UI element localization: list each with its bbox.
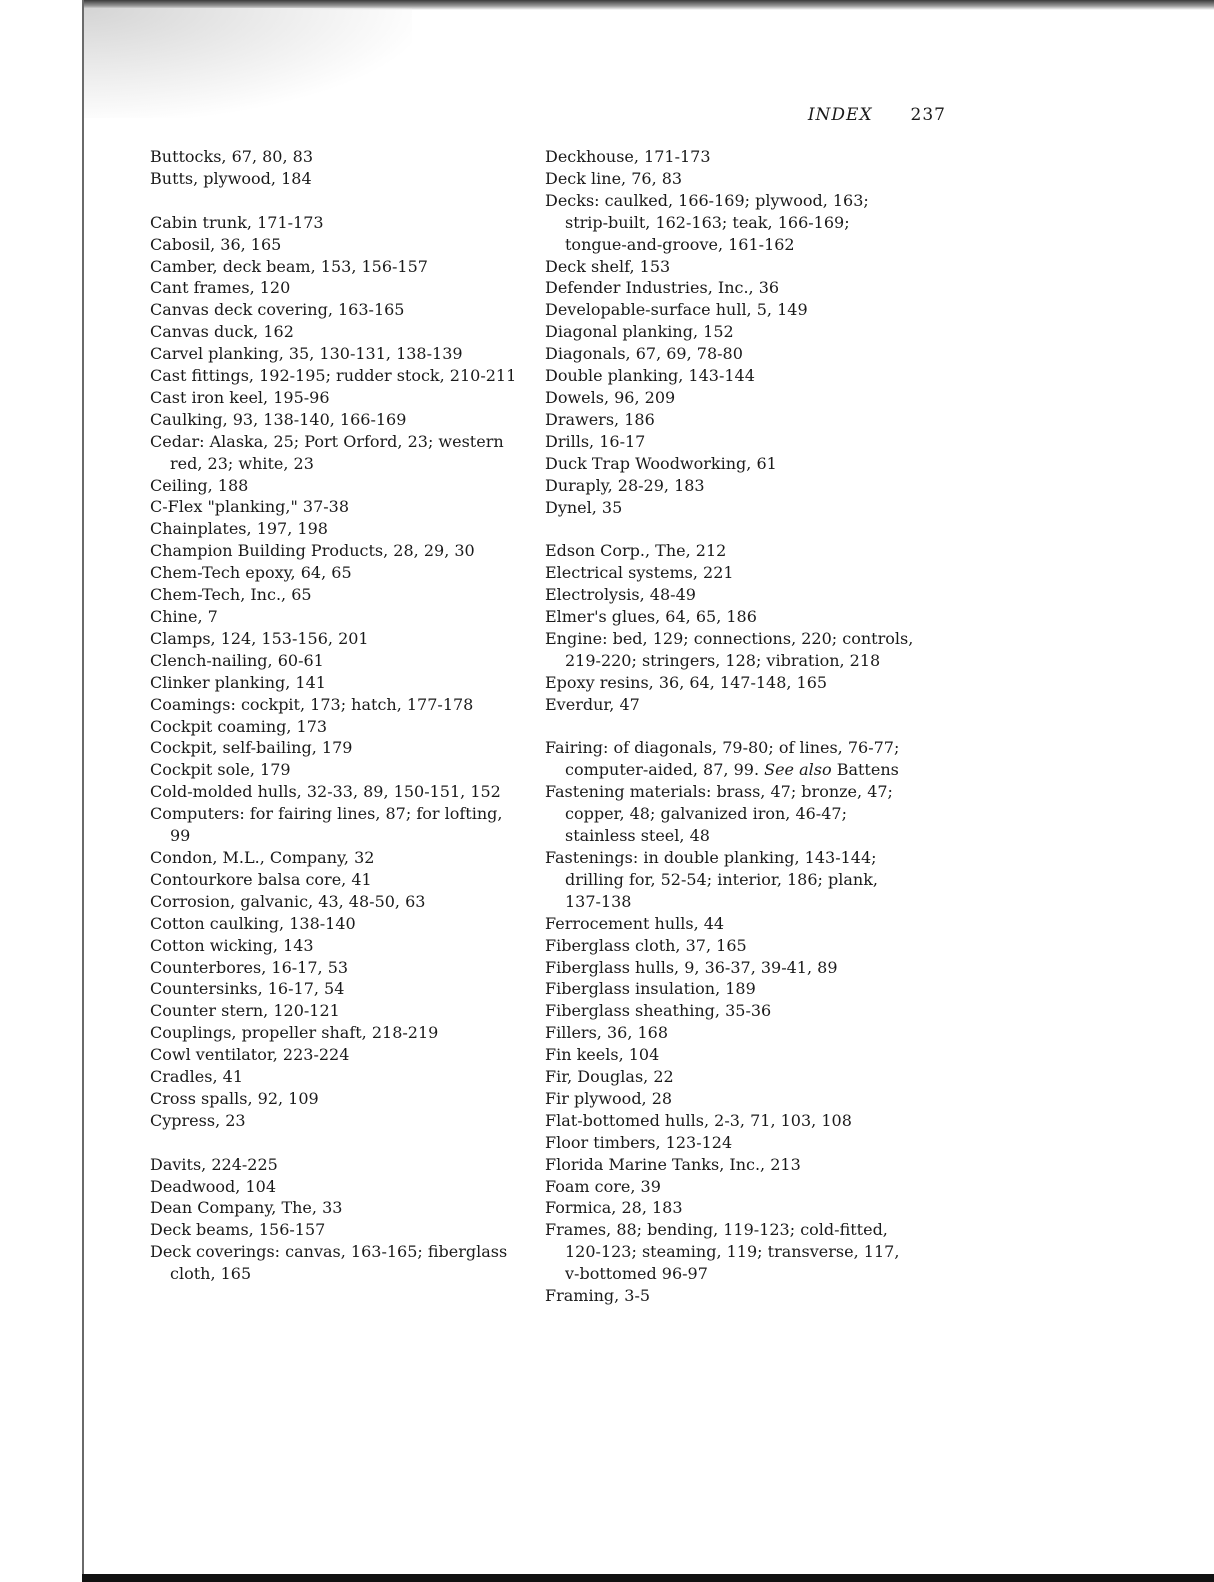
index-entry-text: Fastening materials: brass, 47; bronze, 47; copper, 48; galvanized iron, 46-47; stainless steel, 48 [545, 782, 893, 846]
index-entry-text: C-Flex "planking," 37-38 [150, 497, 350, 517]
index-entry [545, 1176, 915, 1198]
index-entry-text: Cockpit, self-bailing, 179 [150, 738, 353, 758]
index-entry [545, 190, 915, 256]
index-entry [150, 540, 520, 562]
index-entry-text: Diagonals, 67, 69, 78-80 [545, 344, 743, 364]
index-entry-text: Clench-nailing, 60-61 [150, 650, 324, 670]
index-entry [545, 343, 915, 365]
index-entry [150, 234, 520, 256]
index-entry [150, 935, 520, 957]
index-entry [150, 606, 520, 628]
index-entry [150, 803, 520, 847]
index-entry [150, 913, 520, 935]
index-entry [150, 1110, 520, 1132]
scan-edge-bottom [82, 1574, 1214, 1582]
index-entry [150, 672, 520, 694]
index-entry-text: Cast fittings, 192-195; rudder stock, 210-211 [150, 366, 517, 386]
index-entry-text: Deckhouse, 171-173 [545, 147, 711, 166]
index-entry-text: Chine, 7 [150, 607, 218, 627]
index-entry [150, 847, 520, 869]
index-entry [545, 1044, 915, 1066]
index-entry [150, 146, 520, 168]
index-entry [545, 540, 915, 562]
index-entry-text: Everdur, 47 [545, 694, 640, 714]
index-entry [150, 869, 520, 891]
see-also-target: Battens [836, 760, 899, 780]
index-entry-text: Counter stern, 120-121 [150, 1001, 340, 1021]
index-entry [150, 1154, 520, 1176]
index-entry-text: Fir, Douglas, 22 [545, 1067, 674, 1087]
index-entry [150, 562, 520, 584]
index-entry [545, 1197, 915, 1219]
index-entry [545, 1110, 915, 1132]
index-entry [150, 759, 520, 781]
index-entry [150, 496, 520, 518]
index-entry-text: Dean Company, The, 33 [150, 1198, 343, 1218]
index-entry [150, 978, 520, 1000]
index-entry [545, 584, 915, 606]
index-entry-text: Elmer's glues, 64, 65, 186 [545, 607, 757, 627]
index-entry [150, 1022, 520, 1044]
index-entry [545, 409, 915, 431]
index-entry-text: Cotton wicking, 143 [150, 935, 314, 955]
index-entry-text: Cold-molded hulls, 32-33, 89, 150-151, 152 [150, 782, 501, 802]
index-entry-text: Buttocks, 67, 80, 83 [150, 147, 314, 166]
index-entry-text: Florida Marine Tanks, Inc., 213 [545, 1154, 801, 1174]
index-entry-text: Duck Trap Woodworking, 61 [545, 453, 777, 473]
index-entry [150, 628, 520, 650]
index-entry-text: Developable-surface hull, 5, 149 [545, 300, 808, 320]
index-entry-text: Diagonal planking, 152 [545, 322, 734, 342]
index-entry [545, 387, 915, 409]
index-entry [150, 1066, 520, 1088]
index-entry [545, 694, 915, 716]
see-also-label: See also [764, 760, 832, 780]
index-entry-text: Fin keels, 104 [545, 1045, 660, 1065]
index-entry-text: Condon, M.L., Company, 32 [150, 847, 375, 867]
index-entry [545, 146, 915, 168]
index-entry-text: Canvas deck covering, 163-165 [150, 300, 405, 320]
index-entry [545, 672, 915, 694]
index-entry [545, 847, 915, 913]
index-entry-text: Cowl ventilator, 223-224 [150, 1045, 350, 1065]
index-entry [150, 716, 520, 738]
index-entry [545, 256, 915, 278]
index-entry [150, 781, 520, 803]
index-entry-text: Cast iron keel, 195-96 [150, 387, 330, 407]
index-entry-text: Decks: caulked, 166-169; plywood, 163; strip-built, 162-163; teak, 166-169; tongue-and-groove, 161-162 [545, 190, 869, 254]
index-entry [545, 431, 915, 453]
index-entry-text: Cradles, 41 [150, 1067, 243, 1087]
letter-group-gap [150, 190, 520, 212]
index-entry-text: Champion Building Products, 28, 29, 30 [150, 541, 475, 561]
index-entry-text: Chem-Tech epoxy, 64, 65 [150, 563, 352, 583]
index-entry-text: Fiberglass sheathing, 35-36 [545, 1001, 772, 1021]
index-entry-text: Floor timbers, 123-124 [545, 1132, 733, 1152]
index-entry-text: Carvel planking, 35, 130-131, 138-139 [150, 344, 463, 364]
index-entry-text: Deck coverings: canvas, 163-165; fiberglass cloth, 165 [150, 1242, 508, 1284]
index-entry-text: Formica, 28, 183 [545, 1198, 683, 1218]
index-entry [150, 1000, 520, 1022]
index-entry [545, 168, 915, 190]
index-entry [545, 1000, 915, 1022]
letter-group-gap [545, 716, 915, 738]
index-entry-text: Flat-bottomed hulls, 2-3, 71, 103, 108 [545, 1110, 852, 1130]
index-entry-text: Electrical systems, 221 [545, 563, 734, 583]
index-entry-text: Deck beams, 156-157 [150, 1220, 326, 1240]
index-entry-text: Clinker planking, 141 [150, 672, 326, 692]
index-column-left [150, 146, 520, 1285]
index-entry [545, 475, 915, 497]
index-entry [150, 168, 520, 190]
index-entry-text: Cant frames, 120 [150, 278, 291, 298]
index-entry-text: Ferrocement hulls, 44 [545, 913, 725, 933]
index-entry-text: Cabin trunk, 171-173 [150, 212, 324, 232]
index-entry-text: Fairing: of diagonals, 79-80; of lines, 76-77; computer-aided, 87, 99. [545, 738, 900, 780]
index-entry [545, 606, 915, 628]
index-entry-text: Duraply, 28-29, 183 [545, 475, 705, 495]
index-entry [545, 453, 915, 475]
page-number: 237 [910, 105, 946, 125]
index-entry-text: Defender Industries, Inc., 36 [545, 278, 780, 298]
index-entry-text: Canvas duck, 162 [150, 322, 294, 342]
index-entry [545, 978, 915, 1000]
index-entry-text: Cotton caulking, 138-140 [150, 913, 356, 933]
index-entry-text: Fiberglass insulation, 189 [545, 979, 756, 999]
index-entry [545, 277, 915, 299]
index-entry [545, 497, 915, 519]
index-entry [545, 1219, 915, 1285]
index-entry-text: Cedar: Alaska, 25; Port Orford, 23; western red, 23; white, 23 [150, 431, 504, 473]
index-entry-text: Computers: for fairing lines, 87; for lofting, 99 [150, 804, 503, 846]
index-entry [150, 650, 520, 672]
index-entry-text: Corrosion, galvanic, 43, 48-50, 63 [150, 891, 426, 911]
index-entry-text: Electrolysis, 48-49 [545, 585, 696, 605]
index-entry [545, 1154, 915, 1176]
index-entry [150, 277, 520, 299]
index-entry [150, 1044, 520, 1066]
index-entry-text: Deadwood, 104 [150, 1176, 276, 1196]
index-entry-text: Camber, deck beam, 153, 156-157 [150, 256, 428, 276]
index-entry [150, 256, 520, 278]
index-entry [545, 562, 915, 584]
index-entry [545, 935, 915, 957]
index-entry-text: Frames, 88; bending, 119-123; cold-fitted, 120-123; steaming, 119; transverse, 117, v-bottomed 96-97 [545, 1220, 900, 1284]
index-entry-text: Foam core, 39 [545, 1176, 661, 1196]
index-entry [150, 1088, 520, 1110]
index-entry [150, 957, 520, 979]
index-entry [150, 409, 520, 431]
index-entry [150, 387, 520, 409]
index-entry-text: Fastenings: in double planking, 143-144; drilling for, 52-54; interior, 186; plank, 137-138 [545, 847, 878, 911]
index-entry [150, 365, 520, 387]
index-entry-text: Fir plywood, 28 [545, 1088, 673, 1108]
index-entry-text: Cabosil, 36, 165 [150, 234, 282, 254]
scan-edge-left [82, 0, 84, 1582]
index-entry-text: Epoxy resins, 36, 64, 147-148, 165 [545, 672, 828, 692]
index-entry [545, 1285, 915, 1307]
index-entry-text: Couplings, propeller shaft, 218-219 [150, 1023, 439, 1043]
index-entry [150, 694, 520, 716]
index-entry-text: Dynel, 35 [545, 497, 623, 517]
index-entry-text: Ceiling, 188 [150, 475, 249, 495]
index-entry-text: Engine: bed, 129; connections, 220; controls, 219-220; stringers, 128; vibration, 218 [545, 628, 914, 670]
index-entry [150, 299, 520, 321]
index-entry [545, 1066, 915, 1088]
index-entry [150, 343, 520, 365]
index-entry-text: Cockpit coaming, 173 [150, 716, 328, 736]
index-entry [150, 1197, 520, 1219]
index-entry [150, 1241, 520, 1285]
index-entry-text: Framing, 3-5 [545, 1286, 651, 1306]
index-entry-text: Deck shelf, 153 [545, 256, 671, 276]
index-entry [545, 1132, 915, 1154]
index-entry-text: Counterbores, 16-17, 53 [150, 957, 349, 977]
index-entry [545, 628, 915, 672]
index-entry [150, 737, 520, 759]
index-entry-text: Cockpit sole, 179 [150, 760, 291, 780]
index-entry [150, 475, 520, 497]
index-entry [150, 431, 520, 475]
index-entry-text: Countersinks, 16-17, 54 [150, 979, 345, 999]
index-entry-text: Chainplates, 197, 198 [150, 519, 328, 539]
index-entry [150, 891, 520, 913]
index-entry-text: Fiberglass cloth, 37, 165 [545, 935, 747, 955]
index-entry [545, 737, 915, 781]
index-entry-text: Cross spalls, 92, 109 [150, 1088, 319, 1108]
index-entry [545, 365, 915, 387]
index-entry [545, 1088, 915, 1110]
index-entry-text: Cypress, 23 [150, 1110, 246, 1130]
index-entry [545, 1022, 915, 1044]
index-entry-text: Butts, plywood, 184 [150, 168, 312, 188]
index-entry-text: Coamings: cockpit, 173; hatch, 177-178 [150, 694, 474, 714]
index-entry-text: Drawers, 186 [545, 409, 655, 429]
section-title: INDEX [807, 105, 873, 125]
index-entry-text: Edson Corp., The, 212 [545, 541, 727, 561]
index-entry-text: Chem-Tech, Inc., 65 [150, 585, 312, 605]
index-entry [150, 1176, 520, 1198]
index-entry-text: Caulking, 93, 138-140, 166-169 [150, 409, 407, 429]
index-entry [545, 957, 915, 979]
index-entry-text: Drills, 16-17 [545, 431, 646, 451]
index-entry-text: Fillers, 36, 168 [545, 1023, 669, 1043]
letter-group-gap [545, 518, 915, 540]
index-entry [150, 321, 520, 343]
index-entry [545, 913, 915, 935]
running-head [808, 105, 946, 125]
index-entry-text: Davits, 224-225 [150, 1154, 278, 1174]
scan-shadow [82, 8, 412, 118]
index-entry-text: Double planking, 143-144 [545, 366, 755, 386]
index-column-right [545, 146, 915, 1307]
index-entry [150, 518, 520, 540]
index-entry [545, 299, 915, 321]
index-entry-text: Contourkore balsa core, 41 [150, 869, 372, 889]
index-entry-text: Dowels, 96, 209 [545, 387, 676, 407]
letter-group-gap [150, 1132, 520, 1154]
index-entry [150, 212, 520, 234]
index-entry [150, 1219, 520, 1241]
index-entry-text: Clamps, 124, 153-156, 201 [150, 628, 369, 648]
index-entry-text: Fiberglass hulls, 9, 36-37, 39-41, 89 [545, 957, 838, 977]
index-entry [545, 321, 915, 343]
index-entry-text: Deck line, 76, 83 [545, 168, 683, 188]
index-entry [545, 781, 915, 847]
index-entry [150, 584, 520, 606]
